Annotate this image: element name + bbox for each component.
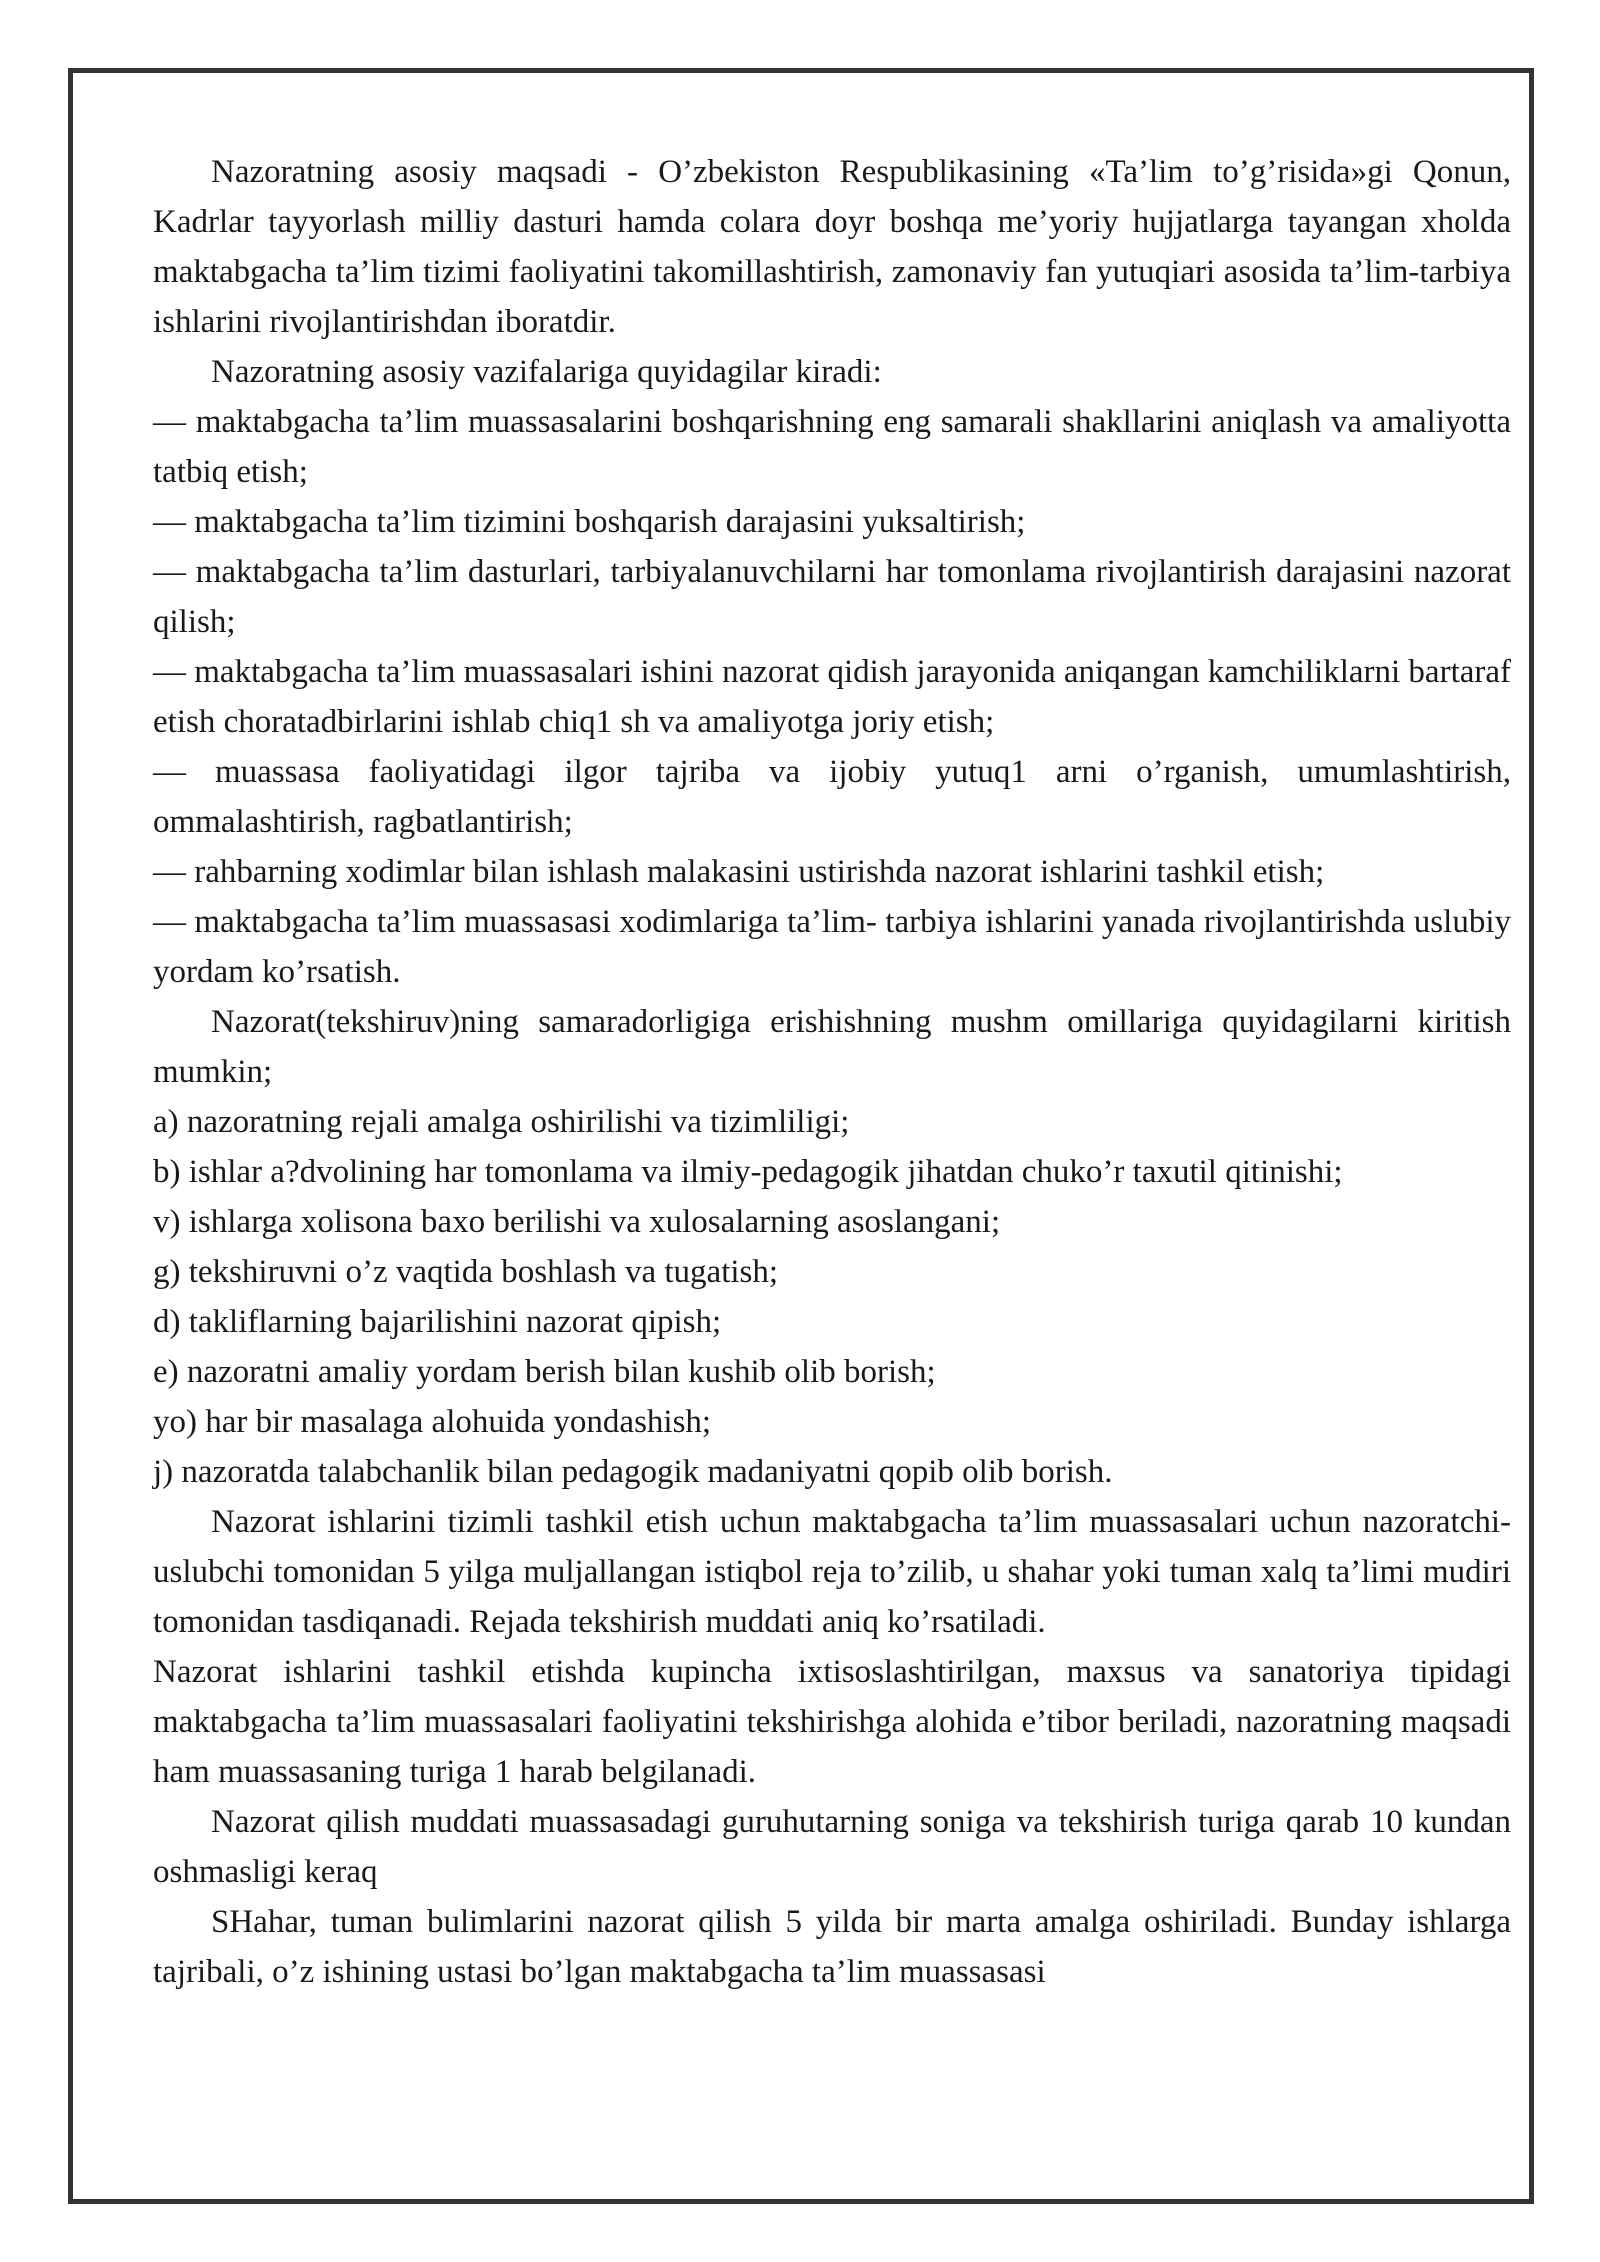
document-body (153, 147, 1511, 1997)
paragraph-duration: Nazorat qilish muddati muassasadagi guruhutarning soniga va tekshirish turiga qarab 10 kundan oshmasligi keraq (153, 1804, 1511, 1890)
list-item-task: — maktabgacha ta’lim tizimini boshqarish darajasini yuksaltirish; (153, 504, 1026, 540)
list-item-factor: j) nazoratda talabchanlik bilan pedagogik madaniyatni qopib olib borish. (153, 1454, 1113, 1490)
paragraph-organization: Nazorat ishlarini tizimli tashkil etish uchun maktabgacha ta’lim muassasalari uchun nazoratchi-uslubchi tomonidan 5 yilga muljallangan istiqbol reja to’zilib, u shahar yoki tuman xalq ta’limi mudiri tomonidan tasdiqanadi. Rejada tekshirish muddati aniq ko’rsatiladi. (153, 1504, 1511, 1640)
paragraph-city-control: SHahar, tuman bulimlarini nazorat qilish 5 yilda bir marta amalga oshiriladi. Bunday ishlarga tajribali, o’z ishining ustasi bo’lgan maktabgacha ta’lim muassasasi (153, 1904, 1511, 1990)
list-item-task: — maktabgacha ta’lim muassasalari ishini nazorat qidish jarayonida aniqangan kamchiliklarni bartaraf etish choratadbirlarini ishlab chiq1 sh va amaliyotga joriy etish; (153, 654, 1512, 740)
list-item-task: — rahbarning xodimlar bilan ishlash malakasini ustirishda nazorat ishlarini tashkil etish; (153, 854, 1325, 890)
list-item-task: — maktabgacha ta’lim muassasalarini boshqarishning eng samarali shakllarini aniqlash va amaliyotta tatbiq etish; (153, 404, 1511, 490)
list-item-factor: b) ishlar a?dvolining har tomonlama va ilmiy-pedagogik jihatdan chuko’r taxutil qitinishi; (153, 1154, 1343, 1190)
list-item-factor: g) tekshiruvni o’z vaqtida boshlash va tugatish; (153, 1254, 779, 1290)
list-item-factor: v) ishlarga xolisona baxo berilishi va xulosalarning asoslangani; (153, 1204, 1001, 1240)
paragraph-effectiveness-intro: Nazorat(tekshiruv)ning samaradorligiga erishishning mushm omillariga quyidagilarni kiritish mumkin; (153, 1004, 1511, 1090)
list-item-factor: yo) har bir masalaga alohuida yondashish; (153, 1404, 712, 1440)
paragraph-special-institutions: Nazorat ishlarini tashkil etishda kupincha ixtisoslashtirilgan, maxsus va sanatoriya tipidagi maktabgacha ta’lim muassasalari faoliyatini tekshirishga alohida e’tibor beriladi, nazoratning maqsadi ham muassasaning turiga 1 harab belgilanadi. (153, 1654, 1511, 1790)
list-item-task: — maktabgacha ta’lim dasturlari, tarbiyalanuvchilarni har tomonlama rivojlantirish darajasini nazorat qilish; (153, 554, 1511, 640)
list-item-factor: a) nazoratning rejali amalga oshirilishi va tizimliligi; (153, 1104, 850, 1140)
paragraph-purpose: Nazoratning asosiy maqsadi - O’zbekiston Respublikasining «Ta’lim to’g’risida»gi Qonun, Kadrlar tayyorlash milliy dasturi hamda colara doyr boshqa me’yoriy hujjatlarga tayangan xholda maktabgacha ta’lim tizimi faoliyatini takomillashtirish, zamonaviy fan yutuqiari asosida ta’lim-tarbiya ishlarini rivojlantirishdan iboratdir. (153, 154, 1511, 340)
list-item-factor: d) takliflarning bajarilishini nazorat qipish; (153, 1304, 722, 1340)
list-item-task: — maktabgacha ta’lim muassasasi xodimlariga ta’lim- tarbiya ishlarini yanada rivojlantirishda uslubiy yordam ko’rsatish. (153, 904, 1511, 990)
paragraph-tasks-intro: Nazoratning asosiy vazifalariga quyidagilar kiradi: (211, 354, 882, 390)
list-item-task: — muassasa faoliyatidagi ilgor tajriba va ijobiy yutuq1 arni o’rganish, umumlashtirish, ommalashtirish, ragbatlantirish; (153, 754, 1511, 840)
list-item-factor: e) nazoratni amaliy yordam berish bilan kushib olib borish; (153, 1354, 936, 1390)
